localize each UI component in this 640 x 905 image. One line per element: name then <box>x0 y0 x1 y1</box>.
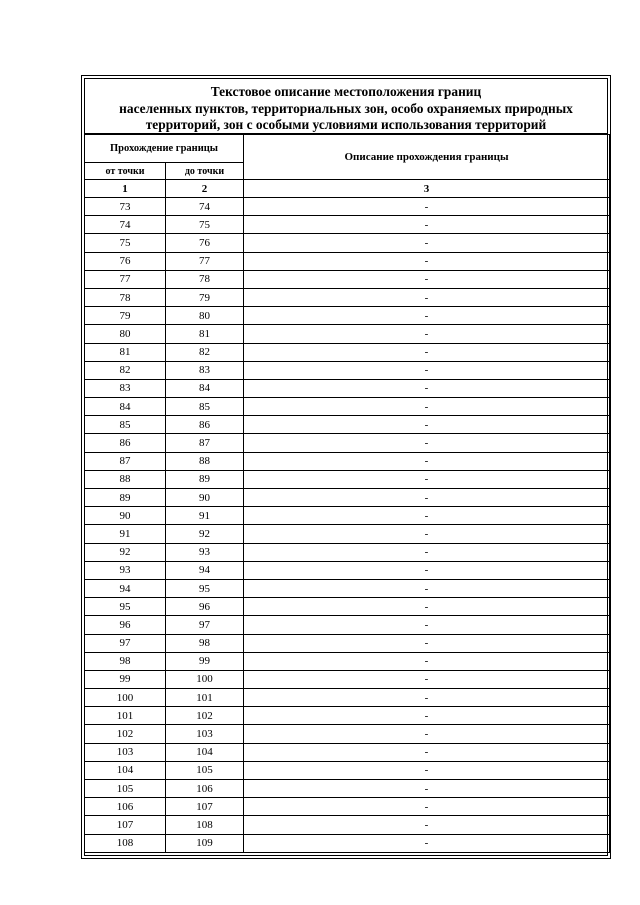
cell-to-point: 84 <box>166 379 244 397</box>
table-row <box>85 798 610 816</box>
cell-from-point: 78 <box>85 288 166 306</box>
cell-description: - <box>244 398 610 416</box>
cell-from-point: 75 <box>85 234 166 252</box>
cell-description: - <box>244 743 610 761</box>
cell-to-point: 81 <box>166 325 244 343</box>
cell-to-point: 87 <box>166 434 244 452</box>
cell-to-point: 93 <box>166 543 244 561</box>
cell-from-point: 98 <box>85 652 166 670</box>
cell-description: - <box>244 670 610 688</box>
cell-from-point: 81 <box>85 343 166 361</box>
table-row <box>85 489 610 507</box>
cell-to-point: 109 <box>166 834 244 852</box>
cell-to-point: 79 <box>166 288 244 306</box>
cell-description: - <box>244 288 610 306</box>
cell-description: - <box>244 452 610 470</box>
cell-from-point: 80 <box>85 325 166 343</box>
cell-from-point: 85 <box>85 416 166 434</box>
document-title <box>85 79 607 134</box>
table-row <box>85 834 610 852</box>
table-row <box>85 543 610 561</box>
table-row <box>85 525 610 543</box>
table-row <box>85 707 610 725</box>
boundary-table <box>84 134 610 853</box>
cell-description: - <box>244 652 610 670</box>
cell-from-point: 86 <box>85 434 166 452</box>
cell-from-point: 105 <box>85 780 166 798</box>
cell-from-point: 94 <box>85 579 166 597</box>
cell-from-point: 89 <box>85 489 166 507</box>
page-frame-inner <box>84 78 608 856</box>
cell-from-point: 95 <box>85 598 166 616</box>
cell-from-point: 76 <box>85 252 166 270</box>
table-row <box>85 652 610 670</box>
cell-to-point: 83 <box>166 361 244 379</box>
cell-to-point: 98 <box>166 634 244 652</box>
table-row <box>85 234 610 252</box>
cell-from-point: 79 <box>85 307 166 325</box>
cell-to-point: 100 <box>166 670 244 688</box>
cell-from-point: 102 <box>85 725 166 743</box>
table-row <box>85 780 610 798</box>
cell-from-point: 74 <box>85 216 166 234</box>
header-boundary-passage: Прохождение границы <box>85 135 244 163</box>
cell-description: - <box>244 216 610 234</box>
cell-to-point: 75 <box>166 216 244 234</box>
cell-description: - <box>244 798 610 816</box>
cell-from-point: 91 <box>85 525 166 543</box>
cell-to-point: 92 <box>166 525 244 543</box>
header-col-number-3: 3 <box>244 180 610 198</box>
table-row <box>85 761 610 779</box>
header-col-number-1: 1 <box>85 180 166 198</box>
cell-to-point: 80 <box>166 307 244 325</box>
cell-description: - <box>244 707 610 725</box>
cell-to-point: 105 <box>166 761 244 779</box>
header-row-numbers <box>85 180 610 198</box>
table-row <box>85 216 610 234</box>
cell-description: - <box>244 525 610 543</box>
table-row <box>85 579 610 597</box>
cell-from-point: 100 <box>85 689 166 707</box>
cell-from-point: 96 <box>85 616 166 634</box>
cell-to-point: 77 <box>166 252 244 270</box>
table-row <box>85 379 610 397</box>
table-row <box>85 416 610 434</box>
cell-to-point: 86 <box>166 416 244 434</box>
cell-from-point: 97 <box>85 634 166 652</box>
cell-description: - <box>244 198 610 216</box>
cell-description: - <box>244 780 610 798</box>
table-row <box>85 398 610 416</box>
cell-from-point: 82 <box>85 361 166 379</box>
cell-to-point: 88 <box>166 452 244 470</box>
page-frame <box>81 75 611 859</box>
cell-description: - <box>244 470 610 488</box>
table-body <box>85 198 610 853</box>
cell-from-point: 88 <box>85 470 166 488</box>
table-row <box>85 816 610 834</box>
cell-description: - <box>244 543 610 561</box>
header-to-point: до точки <box>166 163 244 180</box>
cell-from-point: 106 <box>85 798 166 816</box>
table-row <box>85 507 610 525</box>
cell-description: - <box>244 689 610 707</box>
cell-description: - <box>244 434 610 452</box>
cell-description: - <box>244 361 610 379</box>
table-row <box>85 198 610 216</box>
table-row <box>85 307 610 325</box>
cell-from-point: 101 <box>85 707 166 725</box>
cell-from-point: 93 <box>85 561 166 579</box>
table-row <box>85 288 610 306</box>
table-row <box>85 634 610 652</box>
table-row <box>85 470 610 488</box>
title-line-1: Текстовое описание местоположения границ <box>210 84 482 99</box>
cell-to-point: 95 <box>166 579 244 597</box>
cell-to-point: 103 <box>166 725 244 743</box>
cell-description: - <box>244 307 610 325</box>
header-from-point: от точки <box>85 163 166 180</box>
cell-to-point: 90 <box>166 489 244 507</box>
cell-description: - <box>244 834 610 852</box>
table-row <box>85 725 610 743</box>
cell-description: - <box>244 234 610 252</box>
header-col-number-2: 2 <box>166 180 244 198</box>
cell-from-point: 83 <box>85 379 166 397</box>
cell-to-point: 99 <box>166 652 244 670</box>
cell-description: - <box>244 489 610 507</box>
table-row <box>85 361 610 379</box>
cell-description: - <box>244 507 610 525</box>
cell-to-point: 74 <box>166 198 244 216</box>
cell-from-point: 103 <box>85 743 166 761</box>
cell-description: - <box>244 634 610 652</box>
cell-description: - <box>244 579 610 597</box>
cell-from-point: 107 <box>85 816 166 834</box>
cell-description: - <box>244 416 610 434</box>
cell-from-point: 92 <box>85 543 166 561</box>
cell-to-point: 106 <box>166 780 244 798</box>
cell-to-point: 78 <box>166 270 244 288</box>
cell-to-point: 82 <box>166 343 244 361</box>
table-row <box>85 561 610 579</box>
cell-description: - <box>244 561 610 579</box>
cell-from-point: 84 <box>85 398 166 416</box>
cell-from-point: 104 <box>85 761 166 779</box>
table-row <box>85 689 610 707</box>
cell-description: - <box>244 252 610 270</box>
cell-to-point: 85 <box>166 398 244 416</box>
cell-to-point: 101 <box>166 689 244 707</box>
cell-description: - <box>244 325 610 343</box>
table-row <box>85 743 610 761</box>
cell-to-point: 108 <box>166 816 244 834</box>
table-row <box>85 434 610 452</box>
cell-to-point: 96 <box>166 598 244 616</box>
cell-to-point: 76 <box>166 234 244 252</box>
cell-from-point: 99 <box>85 670 166 688</box>
cell-description: - <box>244 598 610 616</box>
cell-description: - <box>244 816 610 834</box>
cell-to-point: 107 <box>166 798 244 816</box>
cell-from-point: 90 <box>85 507 166 525</box>
table-row <box>85 452 610 470</box>
table-row <box>85 325 610 343</box>
title-line-2: населенных пунктов, территориальных зон, особо охраняемых природных <box>119 100 573 116</box>
cell-description: - <box>244 616 610 634</box>
cell-description: - <box>244 343 610 361</box>
table-row <box>85 598 610 616</box>
cell-from-point: 77 <box>85 270 166 288</box>
table-row <box>85 252 610 270</box>
cell-to-point: 97 <box>166 616 244 634</box>
cell-from-point: 87 <box>85 452 166 470</box>
cell-from-point: 108 <box>85 834 166 852</box>
cell-to-point: 91 <box>166 507 244 525</box>
cell-description: - <box>244 725 610 743</box>
title-line-3: территорий, зон с особыми условиями использования территорий <box>145 117 547 132</box>
table-row <box>85 343 610 361</box>
table-row <box>85 270 610 288</box>
cell-to-point: 104 <box>166 743 244 761</box>
cell-description: - <box>244 270 610 288</box>
table-row <box>85 616 610 634</box>
cell-from-point: 73 <box>85 198 166 216</box>
table-row <box>85 670 610 688</box>
header-description: Описание прохождения границы <box>244 135 610 180</box>
cell-description: - <box>244 761 610 779</box>
header-row-group <box>85 135 610 163</box>
cell-to-point: 102 <box>166 707 244 725</box>
cell-description: - <box>244 379 610 397</box>
cell-to-point: 94 <box>166 561 244 579</box>
cell-to-point: 89 <box>166 470 244 488</box>
